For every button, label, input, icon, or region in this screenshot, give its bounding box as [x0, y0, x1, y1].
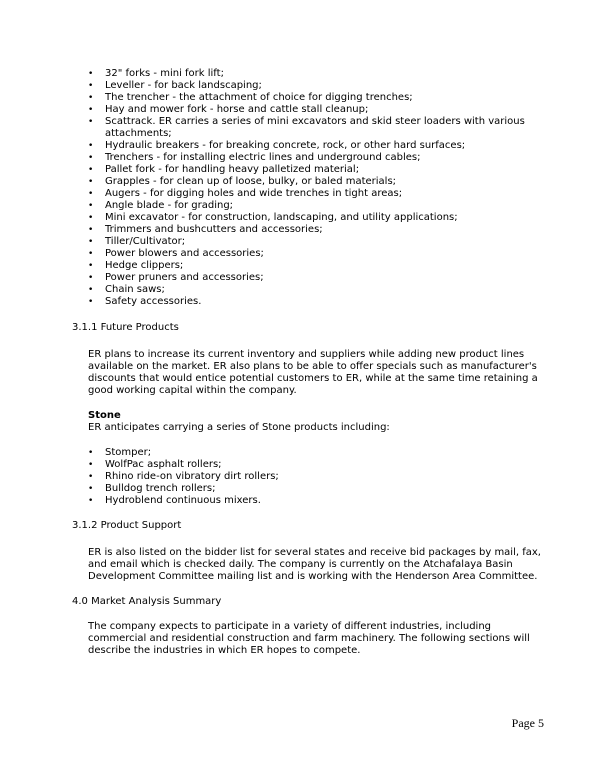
list-item: • Hay and mower fork - horse and cattle stall cleanup; — [88, 104, 369, 115]
list-item: • Hydroblend continuous mixers. — [88, 495, 261, 506]
list-item: • Hydraulic breakers - for breaking concrete, rock, or other hard surfaces; — [88, 140, 466, 151]
market-analysis-heading: 4.0 Market Analysis Summary — [72, 596, 222, 607]
bullet-icon: • — [88, 81, 94, 91]
list-item: • Pallet fork - for handling heavy palletized material; — [88, 164, 360, 175]
future-products-paragraph: ER plans to increase its current inventory and suppliers while adding new product lines available on the market. ER also plans to be able to offer specials such as manufacturer's discounts that would entice potential customers to ER, while at the same time retaining a good working capital within the company. — [88, 349, 538, 396]
bullet-icon: • — [88, 69, 94, 79]
stone-heading: Stone — [88, 410, 121, 421]
list-item: • Chain saws; — [88, 284, 165, 295]
list-item: • Rhino ride-on vibratory dirt rollers; — [88, 471, 279, 482]
equipment-list — [88, 68, 548, 308]
list-item: • The trencher - the attachment of choice for digging trenches; — [88, 92, 413, 103]
bullet-icon: • — [88, 153, 94, 163]
list-item: • Grapples - for clean up of loose, bulky, or baled materials; — [88, 176, 397, 187]
bullet-icon: • — [88, 177, 94, 187]
bullet-icon: • — [88, 496, 94, 506]
product-support-paragraph: ER is also listed on the bidder list for several states and receive bid packages by mail, fax, and email which is checked daily. The company is currently on the Atchafalaya Basin Development Committee mailing list and is working with the Henderson Area Committee. — [88, 547, 541, 582]
product-support-heading: 3.1.2 Product Support — [72, 520, 182, 531]
bullet-icon: • — [88, 165, 94, 175]
list-item: • Angle blade - for grading; — [88, 200, 234, 211]
page-number: Page 5 — [511, 716, 544, 730]
list-item: • Hedge clippers; — [88, 260, 184, 271]
bullet-icon: • — [88, 472, 94, 482]
list-item: • Safety accessories. — [88, 296, 202, 307]
list-item: • Augers - for digging holes and wide trenches in tight areas; — [88, 188, 403, 199]
list-item: • Leveller - for back landscaping; — [88, 80, 262, 91]
bullet-icon: • — [88, 117, 94, 127]
bullet-icon: • — [88, 105, 94, 115]
bullet-icon: • — [88, 237, 94, 247]
stone-products-list — [88, 447, 548, 507]
list-item: • Power blowers and accessories; — [88, 248, 264, 259]
bullet-icon: • — [88, 297, 94, 307]
bullet-icon: • — [88, 285, 94, 295]
bullet-icon: • — [88, 213, 94, 223]
bullet-icon: • — [88, 189, 94, 199]
stone-intro: ER anticipates carrying a series of Stone products including: — [88, 422, 390, 433]
bullet-icon: • — [88, 261, 94, 271]
market-analysis-paragraph: The company expects to participate in a variety of different industries, including commercial and residential construction and farm machinery. The following sections will describe the industries in which ER hopes to compete. — [88, 621, 530, 656]
list-item: • WolfPac asphalt rollers; — [88, 459, 222, 470]
bullet-icon: • — [88, 141, 94, 151]
list-item: • Power pruners and accessories; — [88, 272, 264, 283]
bullet-icon: • — [88, 201, 94, 211]
list-item: • Scattrack. ER carries a series of mini excavators and skid steer loaders with various attachments; — [88, 116, 525, 139]
bullet-icon: • — [88, 249, 94, 259]
list-item: • Trimmers and bushcutters and accessories; — [88, 224, 323, 235]
list-item: • Mini excavator - for construction, landscaping, and utility applications; — [88, 212, 458, 223]
bullet-icon: • — [88, 484, 94, 494]
list-item: • Stomper; — [88, 447, 152, 458]
future-products-heading: 3.1.1 Future Products — [72, 322, 179, 333]
list-item: • 32" forks - mini fork lift; — [88, 68, 224, 79]
bullet-icon: • — [88, 273, 94, 283]
bullet-icon: • — [88, 448, 94, 458]
list-item: • Bulldog trench rollers; — [88, 483, 216, 494]
list-item: • Trenchers - for installing electric lines and underground cables; — [88, 152, 421, 163]
bullet-icon: • — [88, 93, 94, 103]
bullet-icon: • — [88, 460, 94, 470]
bullet-icon: • — [88, 225, 94, 235]
list-item: • Tiller/Cultivator; — [88, 236, 186, 247]
